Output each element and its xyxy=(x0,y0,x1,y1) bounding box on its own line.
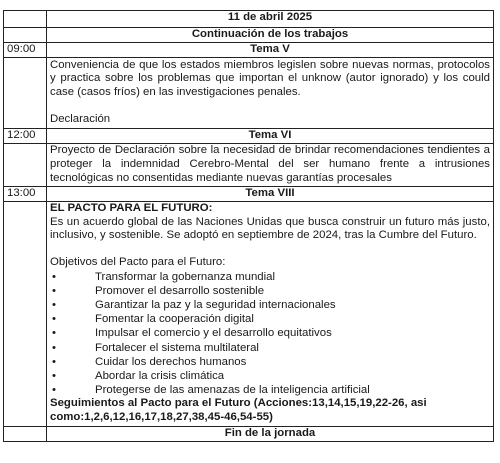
bullet-icon: • xyxy=(52,327,56,340)
continuation-row xyxy=(4,28,494,43)
empty-time-cell xyxy=(4,11,47,28)
session-body-row xyxy=(4,144,494,187)
session-body xyxy=(47,201,494,426)
session-topic-row xyxy=(4,43,494,58)
objective-item xyxy=(50,355,490,369)
session-time: 13:00 xyxy=(4,187,47,202)
session-time: 12:00 xyxy=(4,129,47,144)
date-heading: 11 de abril 2025 xyxy=(47,11,494,28)
continuation-heading: Continuación de los trabajos xyxy=(47,28,494,43)
objective-text: Fomentar la cooperación digital xyxy=(95,313,254,326)
session-description: Conveniencia de que los estados miembros legislen sobre nuevas normas, protocolos y practica sobre los problemas que importan el unknow (autor ignorado) y los could case (casos fríos) en las investigaciones penales. xyxy=(50,58,490,99)
bullet-icon: • xyxy=(52,341,56,354)
bullet-icon: • xyxy=(52,313,56,326)
objective-item xyxy=(50,341,490,355)
bullet-icon: • xyxy=(52,370,56,383)
session-topic: Tema VI xyxy=(47,129,494,144)
objective-item xyxy=(50,284,490,298)
objective-item xyxy=(50,270,490,284)
pact-followup: Seguimientos al Pacto para el Futuro (Acciones:13,14,15,19,22-26, asi como:1,2,6,12,16,17,18,27,38,45-46,54-55) xyxy=(50,397,427,424)
date-row xyxy=(4,11,494,28)
session-description: Proyecto de Declaración sobre la necesidad de brindar recomendaciones tendientes a proteger la indemnidad Cerebro-Mental del ser humano frente a intrusiones tecnológicas no consentidas mediante nuevas garantías procesales xyxy=(50,144,490,184)
session-body-row xyxy=(4,201,494,426)
bullet-icon: • xyxy=(52,299,56,312)
bullet-icon: • xyxy=(52,284,56,297)
session-topic: Tema V xyxy=(47,43,494,58)
session-topic-row xyxy=(4,129,494,144)
bullet-icon: • xyxy=(52,355,56,368)
objective-text: Abordar la crisis climática xyxy=(95,370,225,383)
bullet-icon: • xyxy=(52,384,56,397)
end-row xyxy=(4,426,494,441)
session-time: 09:00 xyxy=(4,43,47,58)
objective-item xyxy=(50,326,490,340)
session-body xyxy=(47,57,494,129)
objective-item xyxy=(50,369,490,383)
objective-text: Fortalecer el sistema multilateral xyxy=(95,341,259,354)
empty-time-cell xyxy=(4,426,47,441)
objective-item xyxy=(50,383,490,397)
objectives-list xyxy=(50,270,490,398)
objective-text: Promover el desarrollo sostenible xyxy=(95,284,265,297)
pact-intro: Es un acuerdo global de las Naciones Unidas que busca construir un futuro más justo, inclusivo, y sostenible. Se adoptó en septiembre de 2024, tras la Cumbre del Futuro. xyxy=(50,215,490,242)
empty-time-cell xyxy=(4,144,47,187)
agenda-table xyxy=(3,10,494,442)
objective-text: Transformar la gobernanza mundial xyxy=(95,270,276,283)
bullet-icon: • xyxy=(52,270,56,283)
objective-text: Impulsar el comercio y el desarrollo equitativos xyxy=(95,327,332,340)
objective-text: Garantizar la paz y la seguridad internacionales xyxy=(95,299,336,312)
objectives-title: Objetivos del Pacto para el Futuro: xyxy=(50,255,226,268)
objective-text: Cuidar los derechos humanos xyxy=(95,355,247,368)
end-of-day-label: Fin de la jornada xyxy=(47,426,494,441)
empty-time-cell xyxy=(4,201,47,426)
session-body xyxy=(47,144,494,187)
empty-time-cell xyxy=(4,28,47,43)
session-note: Declaración xyxy=(50,112,111,125)
session-topic: Tema VIII xyxy=(47,187,494,202)
session-topic-row xyxy=(4,187,494,202)
pact-heading: EL PACTO PARA EL FUTURO: xyxy=(50,201,213,214)
objective-item xyxy=(50,312,490,326)
objective-text: Protegerse de las amenazas de la inteligencia artificial xyxy=(95,384,370,397)
empty-time-cell xyxy=(4,57,47,129)
session-body-row xyxy=(4,57,494,129)
objective-item xyxy=(50,298,490,312)
